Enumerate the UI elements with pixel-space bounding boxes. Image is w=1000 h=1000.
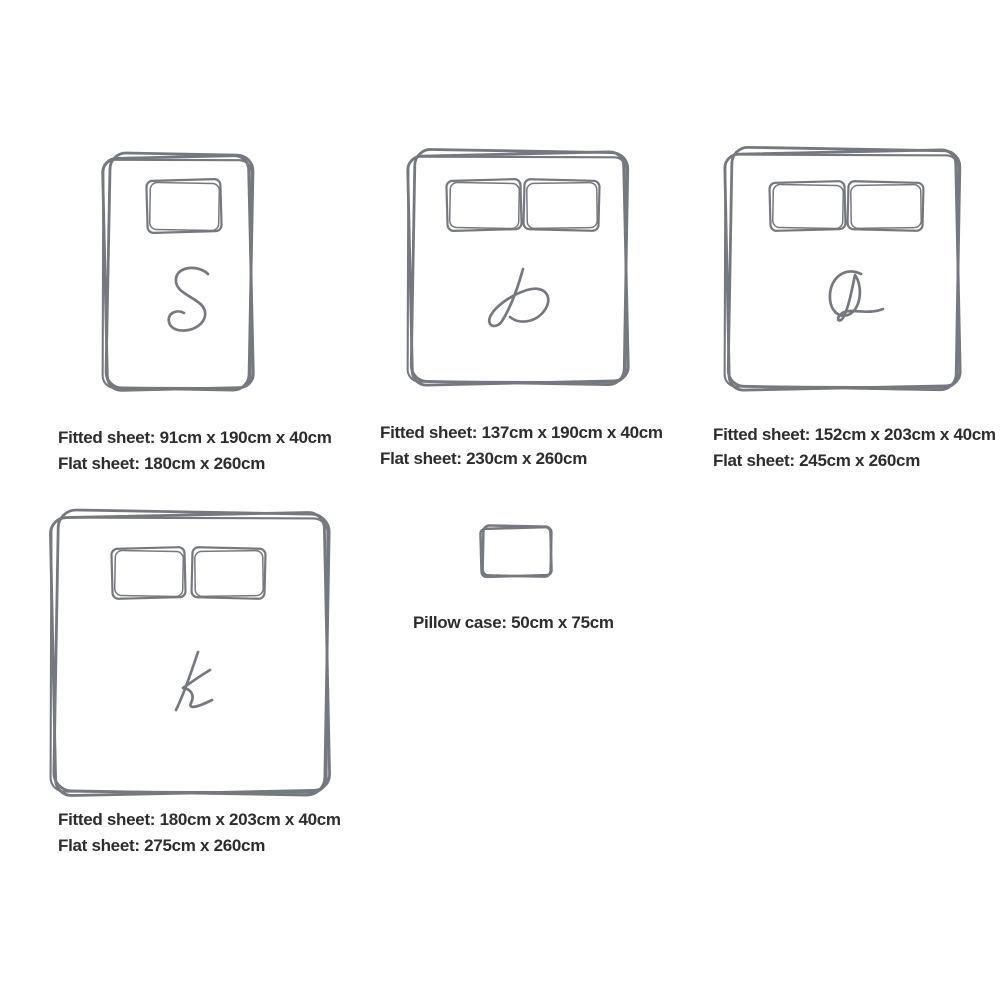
bed-size-letter xyxy=(489,269,548,326)
pillow-left-outline xyxy=(769,181,845,231)
single-bed-dimensions xyxy=(58,425,332,477)
bed-size-letter xyxy=(169,268,208,331)
king-bed-sketch-icon xyxy=(45,505,335,803)
pillow-case-dimensions xyxy=(413,610,614,636)
queen-bed-illustration xyxy=(720,143,965,397)
pillow-outline xyxy=(146,179,221,233)
king-fitted-sheet-spec: Fitted sheet: 180cm x 203cm x 40cm xyxy=(58,810,341,829)
queen-bed-dimensions xyxy=(713,422,996,474)
pillow-right-outline xyxy=(847,181,923,231)
pillow-left-outline xyxy=(446,179,521,231)
queen-fitted-sheet-spec: Fitted sheet: 152cm x 203cm x 40cm xyxy=(713,425,996,444)
pillow-case-spec: Pillow case: 50cm x 75cm xyxy=(413,613,614,632)
queen-flat-sheet-spec: Flat sheet: 245cm x 260cm xyxy=(713,451,921,470)
king-flat-sheet-spec: Flat sheet: 275cm x 260cm xyxy=(58,836,266,855)
single-flat-sheet-spec: Flat sheet: 180cm x 260cm xyxy=(58,454,266,473)
pillow-left-outline xyxy=(111,547,185,599)
king-bed-illustration xyxy=(45,505,335,803)
pillow-right-outline xyxy=(191,547,265,599)
single-bed-sketch-icon xyxy=(98,148,258,398)
queen-bed-sketch-icon xyxy=(720,143,965,397)
double-fitted-sheet-spec: Fitted sheet: 137cm x 190cm x 40cm xyxy=(380,423,663,442)
double-bed-dimensions xyxy=(380,420,663,472)
pillow-case-illustration xyxy=(476,522,556,582)
bed-size-letter xyxy=(830,271,883,320)
double-bed-illustration xyxy=(403,145,633,392)
bed-size-letter xyxy=(176,652,212,710)
single-fitted-sheet-spec: Fitted sheet: 91cm x 190cm x 40cm xyxy=(58,428,332,447)
pillow-right-outline xyxy=(523,179,599,231)
double-flat-sheet-spec: Flat sheet: 230cm x 260cm xyxy=(380,449,588,468)
pillow-case-sketch-icon xyxy=(476,522,556,582)
mattress-outline xyxy=(50,510,330,796)
single-bed-illustration xyxy=(98,148,258,398)
king-bed-dimensions xyxy=(58,807,341,859)
double-bed-sketch-icon xyxy=(403,145,633,392)
